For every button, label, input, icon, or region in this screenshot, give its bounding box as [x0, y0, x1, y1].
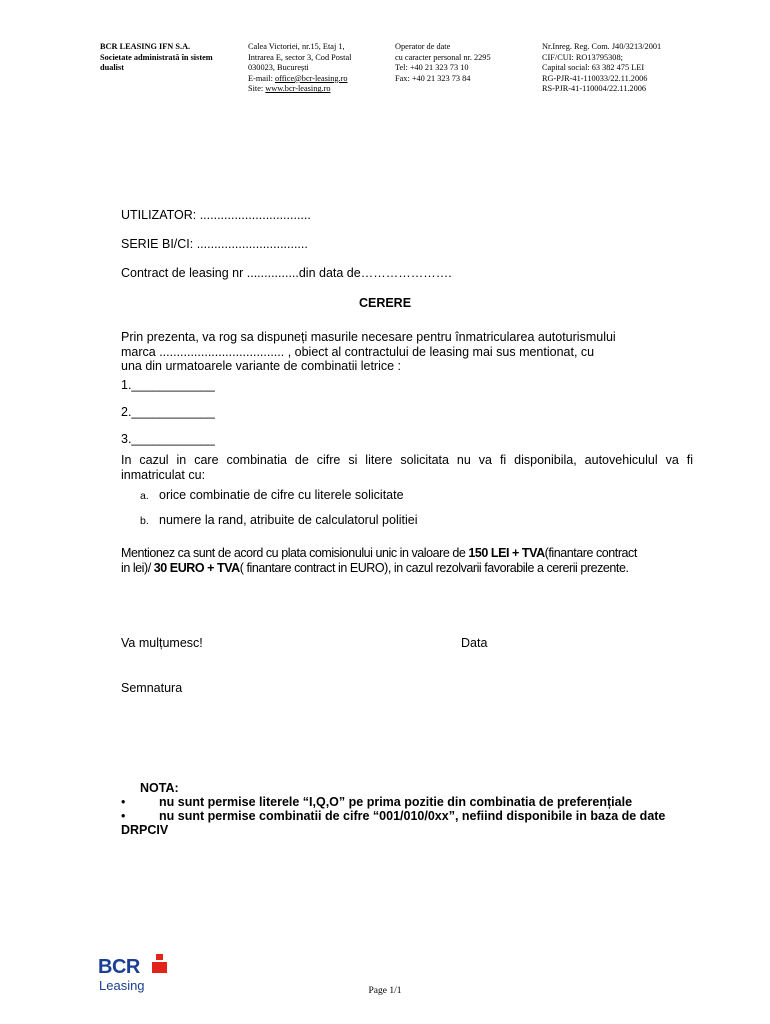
- svg-text:BCR: BCR: [98, 956, 140, 978]
- registry-line2: CIF/CUI: RO13795308;: [542, 52, 623, 62]
- utilizator-field: UTILIZATOR: ................................: [121, 208, 311, 222]
- request-line2: marca .................................... , obiect al contractului de leasing mai sus mentionat, cu: [121, 344, 595, 359]
- fee-amount-lei: 150 LEI + TVA: [468, 546, 545, 560]
- operator-line1: Operator de date: [395, 42, 451, 51]
- address-line2: Intrarea E, sector 3, Cod Postal: [248, 52, 352, 62]
- nota-item-2-text: nu sunt permise combinatii de cifre “001/010/0xx”, nefiind disponibile in baza de date: [159, 809, 666, 823]
- request-paragraph: [121, 330, 693, 374]
- company-type-line2: dualist: [100, 63, 124, 73]
- fee-paragraph: [121, 546, 693, 575]
- address-block: [248, 42, 351, 95]
- email-label: E-mail:: [248, 73, 275, 83]
- company-name: BCR LEASING IFN S.A.: [100, 42, 191, 51]
- unavailable-paragraph: [121, 453, 693, 482]
- registry-line5: RS-PJR-41-110004/22.11.2006: [542, 84, 647, 94]
- operator-line2: cu caracter personal nr. 2295: [395, 52, 491, 62]
- nota-item-2: [121, 809, 665, 823]
- nota-item-1: [121, 795, 632, 809]
- registry-line1: Nr.Inreg. Reg. Com. J40/3213/2001: [542, 42, 662, 51]
- registry-line3: Capital social: 63 382 475 LEI: [542, 63, 645, 73]
- company-block: [100, 42, 213, 74]
- nota-title: NOTA:: [140, 781, 179, 795]
- page-number: Page 1/1: [368, 986, 402, 996]
- site-label: Site:: [248, 84, 266, 94]
- unavailable-line2: inmatriculat cu:: [121, 467, 206, 482]
- fee-amount-euro: 30 EURO + TVA: [153, 560, 240, 575]
- site-link[interactable]: www.bcr-leasing.ro: [265, 84, 331, 94]
- option-a-text: orice combinatie de cifre cu literele solicitate: [159, 488, 404, 502]
- site-line: [248, 84, 351, 95]
- option-a-marker: a.: [140, 490, 149, 502]
- fee-text-f: ( finantare contract in EURO), in cazul rezolvarii favorabile a cererii prezente.: [239, 560, 629, 575]
- fee-text-c: (finantare contract: [544, 546, 637, 560]
- nota-item-1-text: nu sunt permise literele “I,Q,O” pe prima pozitie din combinatia de preferențiale: [159, 795, 633, 809]
- option-b: [140, 513, 417, 527]
- bullet-icon: •: [121, 795, 126, 809]
- operator-block: [395, 42, 491, 84]
- unavailable-line1: In cazul in care combinatia de cifre si litere solicitata nu va fi disponibila, autovehiculul va fi: [121, 453, 693, 467]
- request-line1: Prin prezenta, va rog sa dispuneți masurile necesare pentru înmatricularea autoturismului: [121, 330, 616, 344]
- fee-text-a: Mentionez ca sunt de acord cu plata comisionului unic in valoare de: [121, 546, 469, 560]
- thanks-text: Va mulțumesc!: [121, 636, 203, 650]
- svg-text:Leasing: Leasing: [99, 978, 145, 993]
- serie-field: SERIE BI/CI: ................................: [121, 237, 308, 251]
- fee-text-d: in lei)/: [121, 560, 154, 575]
- option-b-marker: b.: [140, 515, 149, 527]
- variant-2: 2.____________: [121, 405, 215, 419]
- variant-3: 3.____________: [121, 432, 215, 446]
- request-line3: una din urmatoarele variante de combinatii letrice :: [121, 359, 402, 373]
- signature-label: Semnatura: [121, 681, 183, 695]
- fee-line2: [121, 561, 693, 576]
- variant-1: 1.____________: [121, 378, 215, 392]
- bullet-icon: •: [121, 809, 126, 823]
- company-type-line1: Societate administrată în sistem: [100, 52, 213, 62]
- phone-line: Tel: +40 21 323 73 10: [395, 63, 469, 73]
- contract-field: Contract de leasing nr ...............din data de………………….: [121, 266, 452, 280]
- document-title: CERERE: [358, 296, 412, 310]
- email-link[interactable]: office@bcr-leasing.ro: [274, 73, 348, 83]
- fee-line1: [121, 546, 693, 561]
- date-label: Data: [461, 636, 488, 650]
- option-a: [140, 488, 404, 502]
- option-b-text: numere la rand, atribuite de calculatorul politiei: [159, 513, 418, 527]
- nota-item-2-continued: DRPCIV: [121, 823, 169, 837]
- email-line: [248, 74, 351, 85]
- registry-line4: RG-PJR-41-110033/22.11.2006: [542, 73, 648, 83]
- registry-block: [542, 42, 661, 95]
- fax-line: Fax: +40 21 323 73 84: [395, 73, 471, 83]
- address-line3: 030023, București: [248, 63, 309, 73]
- address-line1: Calea Victoriei, nr.15, Etaj 1,: [248, 42, 345, 51]
